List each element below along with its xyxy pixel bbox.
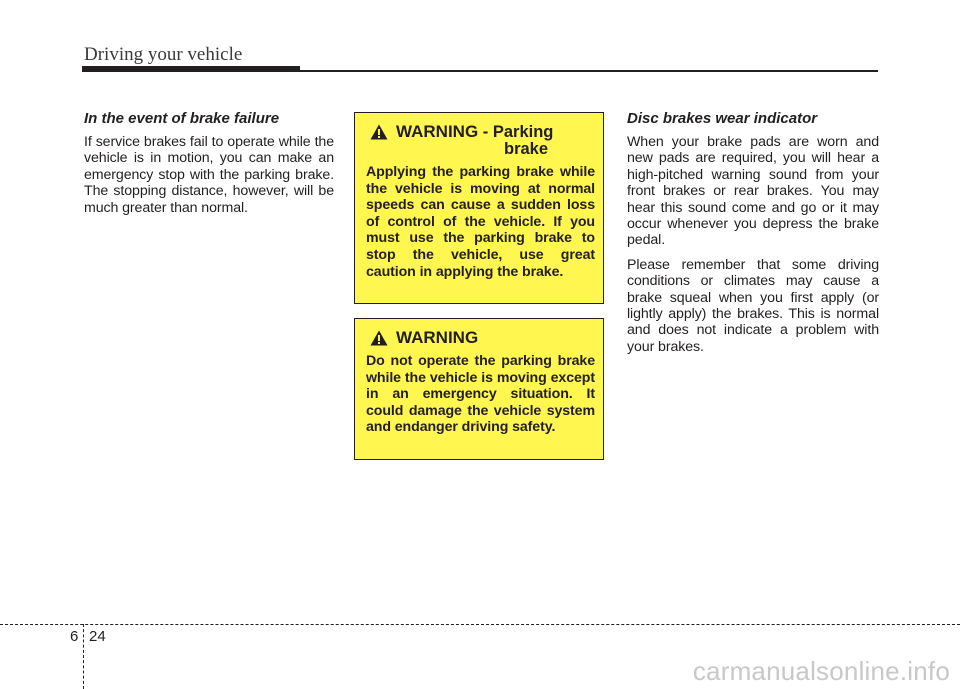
warning-triangle-icon: [370, 124, 388, 140]
disc-brake-paragraph-1: When your brake pads are worn and new pads are required, you will hear a high-pitched warning sound from your front brakes or rear brakes. You may hear this sound come and go or it may occur whenever you depress the brake pedal.: [627, 134, 879, 249]
emergency-warning-box: [354, 318, 604, 460]
warning-subtitle-1: - Parking: [478, 123, 554, 141]
left-column: [84, 110, 334, 224]
warning-label: WARNING: [396, 328, 479, 347]
brake-failure-text: If service brakes fail to operate while the vehicle is in motion, you can make an emergency stop with the parking brake. The stopping distance, however, will be much greater than normal.: [84, 134, 334, 216]
warning-body: Do not operate the parking brake while the vehicle is moving except in an emergency situation. It could damage the vehicle system and endanger driving safety.: [366, 353, 595, 436]
right-column: [627, 110, 879, 363]
disc-brake-heading: Disc brakes wear indicator: [627, 110, 818, 127]
footer-divider: [83, 624, 84, 689]
disc-brake-paragraph-2: Please remember that some driving conditions or climates may cause a brake squeal when you first apply (or lightly apply) the brakes. This is normal and does not indicate a problem with your brakes.: [627, 256, 879, 355]
page-header-title: Driving your vehicle: [84, 44, 243, 65]
brake-failure-heading: In the event of brake failure: [84, 110, 280, 127]
warning-triangle-icon: [370, 330, 388, 346]
page-number: 24: [89, 628, 106, 645]
site-watermark: carmanualsonline.info: [692, 656, 950, 686]
warning-body: Applying the parking brake while the vehicle is moving at normal speeds can cause a sudden loss of control of the vehicle. If you must use the parking brake to stop the vehicle, use great caution in applying the brake.: [366, 164, 595, 280]
warning-heading: [396, 123, 553, 158]
footer-rule: [0, 624, 960, 625]
header-rule-thin: [300, 70, 878, 72]
warning-header: [366, 329, 595, 347]
warning-label: WARNING: [396, 122, 479, 141]
warning-header: [366, 123, 595, 158]
chapter-number: 6: [70, 628, 79, 645]
parking-brake-warning-box: [354, 112, 604, 304]
warning-subtitle-2: brake: [504, 140, 549, 158]
warning-heading: [396, 329, 478, 347]
header-rule-thick: [82, 66, 300, 72]
